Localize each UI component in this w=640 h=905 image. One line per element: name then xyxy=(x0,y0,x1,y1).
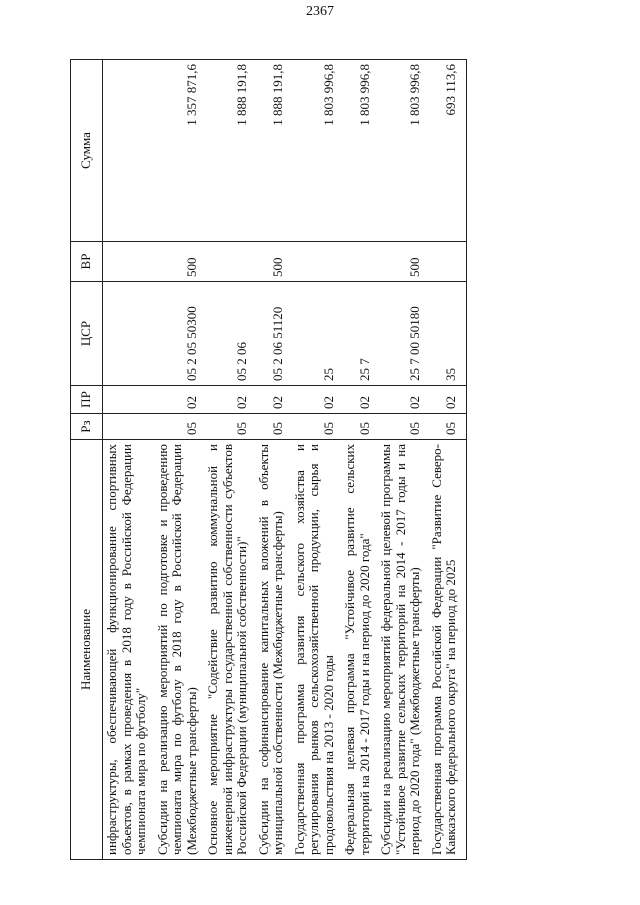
row-csr: 25 xyxy=(293,282,344,386)
table-row xyxy=(103,60,156,860)
header-pr: ПР xyxy=(71,386,103,414)
header-csr: ЦСР xyxy=(71,282,103,386)
budget-table xyxy=(70,59,467,860)
row-name: Субсидии на софинансирование капитальных вложений в объекты муниципальной собственности (Межбюджетные трансферты) xyxy=(257,440,293,860)
row-rz: 05 xyxy=(293,414,344,440)
table-row xyxy=(206,60,257,860)
row-name: инфраструктуры, обеспечивающей функционирование спортивных объектов, в рамках проведения в 2018 году в Российской Федерации чемпионата мира по футболу" xyxy=(103,440,156,860)
row-vr xyxy=(343,242,379,282)
row-csr: 35 xyxy=(430,282,467,386)
row-rz xyxy=(103,414,156,440)
page-number: 2367 xyxy=(306,4,334,19)
row-csr: 05 2 06 51120 xyxy=(257,282,293,386)
header-sum: Сумма xyxy=(71,60,103,242)
row-name: Основное мероприятие "Содействие развитию коммунальной и инженерной инфраструктуры государственной собственности субъектов Российской Федерации (муниципальной собственности)" xyxy=(206,440,257,860)
header-rz: Рз xyxy=(71,414,103,440)
row-name: Государственная программа Российской Федерации "Развитие Северо-Кавказского федерального округа" на период до 2025 xyxy=(430,440,467,860)
table-row xyxy=(293,60,344,860)
row-pr: 02 xyxy=(293,386,344,414)
row-vr xyxy=(206,242,257,282)
row-csr: 25 7 00 50180 xyxy=(379,282,430,386)
row-name: Федеральная целевая программа "Устойчивое развитие сельских территорий на 2014 - 2017 годы и на период до 2020 года" xyxy=(343,440,379,860)
row-pr: 02 xyxy=(156,386,207,414)
row-name: Субсидии на реализацию мероприятий по подготовке и проведению чемпионата мира по футболу в 2018 году в Российской Федерации (Межбюджетные трансферты) xyxy=(156,440,207,860)
row-csr: 05 2 05 50300 xyxy=(156,282,207,386)
row-rz: 05 xyxy=(430,414,467,440)
header-name: Наименование xyxy=(71,440,103,860)
row-vr: 500 xyxy=(257,242,293,282)
row-sum: 1 803 996,8 xyxy=(343,60,379,242)
table-row xyxy=(379,60,430,860)
rotated-table-wrapper xyxy=(70,60,610,860)
row-pr: 02 xyxy=(379,386,430,414)
row-rz: 05 xyxy=(206,414,257,440)
table-row xyxy=(257,60,293,860)
table-header-row xyxy=(71,60,103,860)
row-pr: 02 xyxy=(206,386,257,414)
row-name: Государственная программа развития сельского хозяйства и регулирования рынков сельскохозяйственной продукции, сырья и продовольствия на 2013 - 2020 годы xyxy=(293,440,344,860)
row-rz: 05 xyxy=(379,414,430,440)
header-vr: ВР xyxy=(71,242,103,282)
row-vr: 500 xyxy=(156,242,207,282)
table-row xyxy=(156,60,207,860)
row-rz: 05 xyxy=(156,414,207,440)
row-sum xyxy=(103,60,156,242)
row-sum: 1 888 191,8 xyxy=(206,60,257,242)
row-sum: 1 803 996,8 xyxy=(293,60,344,242)
row-rz: 05 xyxy=(257,414,293,440)
row-vr xyxy=(430,242,467,282)
row-vr xyxy=(103,242,156,282)
row-pr: 02 xyxy=(430,386,467,414)
row-rz: 05 xyxy=(343,414,379,440)
row-vr xyxy=(293,242,344,282)
table-row xyxy=(343,60,379,860)
row-csr: 05 2 06 xyxy=(206,282,257,386)
table-row xyxy=(430,60,467,860)
row-sum: 1 888 191,8 xyxy=(257,60,293,242)
row-sum: 1 357 871,6 xyxy=(156,60,207,242)
row-sum: 693 113,6 xyxy=(430,60,467,242)
row-sum: 1 803 996,8 xyxy=(379,60,430,242)
row-name: Субсидии на реализацию мероприятий федеральной целевой программы "Устойчивое развитие сельских территорий на 2014 - 2017 годы и на период до 2020 года" (Межбюджетные трансферты) xyxy=(379,440,430,860)
row-csr xyxy=(103,282,156,386)
row-vr: 500 xyxy=(379,242,430,282)
row-pr: 02 xyxy=(343,386,379,414)
row-pr xyxy=(103,386,156,414)
row-csr: 25 7 xyxy=(343,282,379,386)
row-pr: 02 xyxy=(257,386,293,414)
